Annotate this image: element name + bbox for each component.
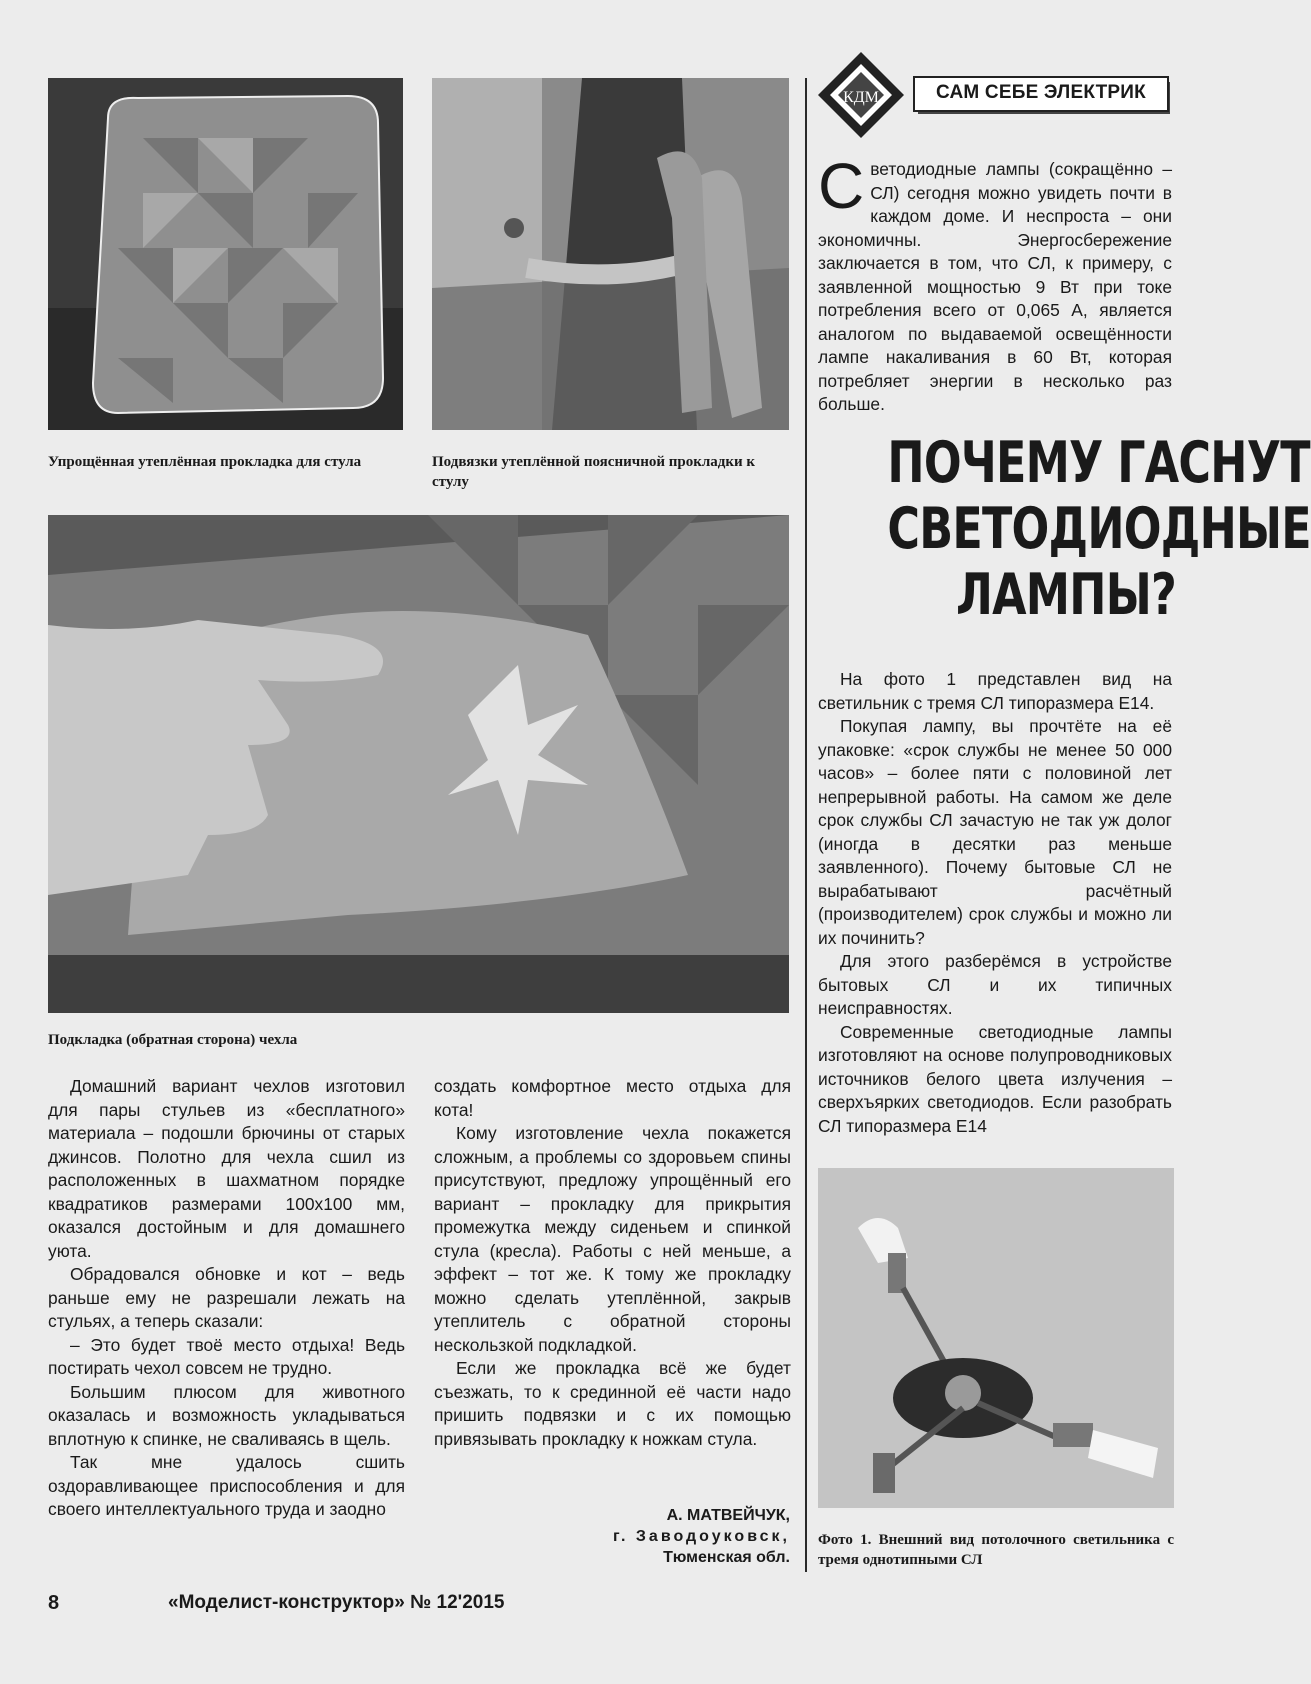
paragraph: Домашний вариант чехлов изготовил для пары стульев из «бесплатного» материала – подошли брючины от старых джинсов. Полотно для чехла сшил из расположенных в шахматном порядке квадратиков размерами 100х100 мм, оказался достойным и для домашнего уюта. [48,1076,405,1261]
headline-line-1: ПОЧЕМУ ГАСНУТ [887,430,1310,496]
author-signature [560,1505,790,1568]
paragraph: Так мне удалось сшить оздоравливающее приспособления и для своего интеллектуального труда и заодно [48,1452,405,1519]
intro-text: ветодиодные лампы (сокращённо – СЛ) сегодня можно увидеть почти в каждом доме. И неспроста – они экономичны. Энергосбережение заключается в том, что СЛ, к примеру, с заявленной мощностью 9 Вт при токе потребления всего от 0,065 А, является аналогом по выдаваемой освещённости лампе накаливания в 60 Вт, которая потребляет энергии в несколько раз больше. [818,159,1172,414]
paragraph: Обрадовался обновке и кот – ведь раньше ему не разрешали лежать на стульях, а теперь сказали: [48,1264,405,1331]
caption-photo2: Подвязки утеплённой поясничной прокладки к стулу [432,454,756,490]
rubric-title: САМ СЕБЕ ЭЛЕКТРИК [913,76,1169,112]
author-city: г. Заводоуковск, [612,1528,790,1545]
paragraph: – Это будет твоё место отдыха! Ведь постирать чехол совсем не трудно. [48,1334,405,1378]
paragraph: На фото 1 представлен вид на светильник с тремя СЛ типоразмера Е14. [818,669,1172,713]
right-article-intro [818,150,1172,417]
headline-line-3: ЛАМПЫ? [956,562,1176,628]
article-headline [887,430,1311,628]
magazine-title: «Моделист-конструктор» № 12'2015 [168,1592,505,1613]
caption-photo3: Подкладка (обратная сторона) чехла [48,1032,298,1048]
paragraph: Современные светодиодные лампы изготовляют на основе полупроводниковых источников белого цвета излучения – сверхъярких светодиодов. Если разобрать СЛ типоразмера Е14 [818,1021,1172,1136]
paragraph: Кому изготовление чехла покажется сложным, а проблемы со здоровьем спины присутствуют, предложу упрощённый его вариант – прокладку для прикрытия промежутка между сиденьем и спинкой стула (кресла). Работы с ней меньше, а эффект – тот же. К тому же прокладку можно сделать утеплённой, закрыв утеплитель с обратной стороны нескользкой подкладкой. [434,1123,791,1355]
caption-photo4: Фото 1. Внешний вид потолочного светильника с тремя однотипными СЛ [818,1532,1174,1568]
page-number: 8 [48,1592,60,1614]
photo-seat-pad [48,78,403,430]
right-article-body [818,668,1172,1138]
dropcap: С [818,150,865,222]
paragraph: Если же прокладка всё же будет съезжать, то к срединной её части надо пришить подвязки и с их помощью привязывать прокладку к ножкам стула. [434,1358,791,1449]
photo-ties [432,78,789,430]
headline-line-2: СВЕТОДИОДНЫЕ [887,496,1311,562]
photo-lining [48,515,789,1013]
paragraph: Для этого разберёмся в устройстве бытовых СЛ и их типичных неисправностях. [818,951,1172,1018]
author-region: Тюменская обл. [663,1549,790,1566]
author-name: А. МАТВЕЙЧУК, [666,1507,790,1524]
left-article-col1 [48,1075,405,1522]
left-article-col2 [434,1075,791,1451]
paragraph: Большим плюсом для животного оказалась и возможность укладываться вплотную к спинке, не сваливаясь в щель. [48,1381,405,1449]
rubric-logo [816,50,906,140]
paragraph: Покупая лампу, вы прочтёте на её упаковке: «срок службы не менее 50 000 часов» – более пяти с половиной лет непрерывной работы. На самом же деле срок службы СЛ зачастую не так уж долог (иногда в десятки раз меньше заявленного). Почему бытовые СЛ не вырабатывают расчётный (производителем) срок службы и можно ли их починить? [818,716,1172,948]
photo-ceiling-lamp [818,1168,1174,1508]
logo-letters: КДМ [843,89,879,106]
caption-photo1: Упрощённая утеплённая прокладка для стула [48,454,362,470]
column-divider [805,78,807,1572]
paragraph: создать комфортное место отдыха для кота! [434,1076,791,1120]
